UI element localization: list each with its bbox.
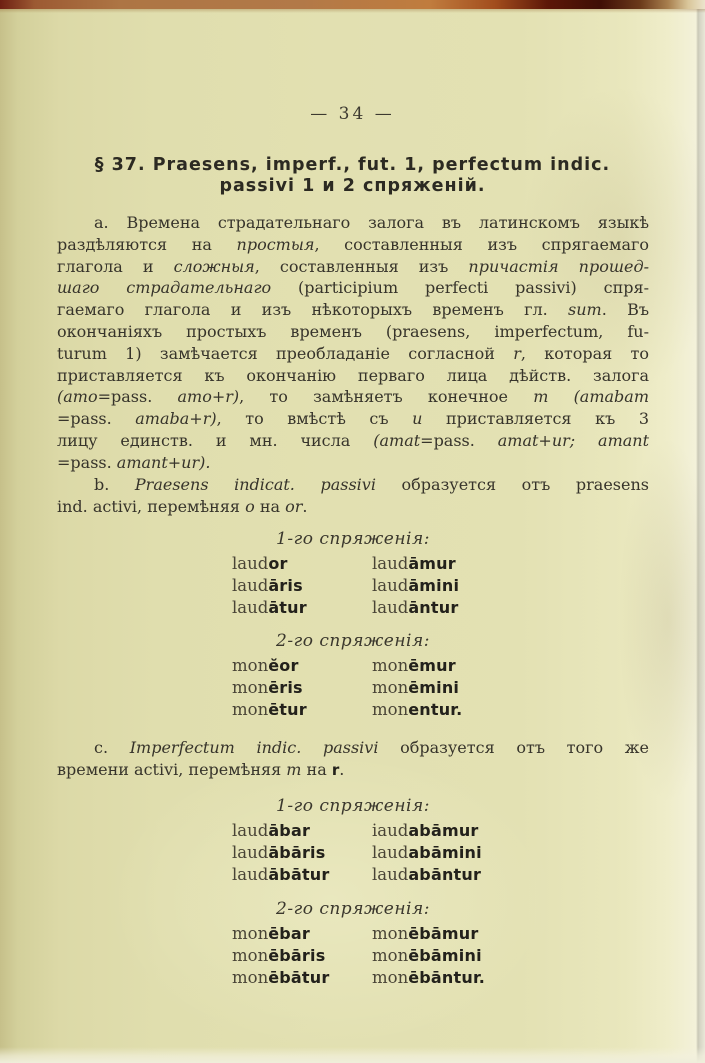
text-run: b. xyxy=(94,475,135,494)
text-run: глагола и xyxy=(57,256,174,276)
verb-stem: mon xyxy=(232,945,269,965)
section-heading-line1: § 37. Praesens, imperf., fut. 1, perfectum indic. xyxy=(94,155,611,175)
conjugation-form xyxy=(232,553,372,575)
conjugation-form xyxy=(372,699,462,721)
verb-ending: ēmini xyxy=(408,677,460,697)
conjugation-table-title: 1-го спряженія: xyxy=(276,529,430,549)
text-run: c. xyxy=(94,738,130,757)
italic-text-run: amant+ur). xyxy=(116,452,211,472)
verb-ending: ābāris xyxy=(268,842,326,862)
italic-text-run: amat+ur; amant xyxy=(497,430,650,450)
text-line xyxy=(57,408,649,430)
conjugation-form xyxy=(232,677,372,699)
text-run: приставляется къ 3 xyxy=(422,409,649,429)
text-line xyxy=(57,321,649,343)
text-run: (participium perfecti passivi) спря- xyxy=(271,278,649,298)
text-line xyxy=(57,496,649,518)
conjugation-form xyxy=(232,864,372,886)
verb-ending: āntur xyxy=(408,597,459,617)
conjugation-row xyxy=(232,820,649,842)
verb-ending: āmini xyxy=(408,575,460,595)
text-run: , то замѣняетъ конечное xyxy=(239,387,534,407)
conjugation-table-title: 1-го спряженія: xyxy=(276,796,430,816)
conjugation-form xyxy=(372,945,482,967)
verb-ending: ēbāmur xyxy=(408,924,479,943)
verb-ending: ēbāmini xyxy=(408,945,482,965)
text-run: приставляется къ окончанію перваго лица дѣйств. залога xyxy=(57,365,649,385)
italic-text-run: m xyxy=(533,387,549,407)
text-run: на xyxy=(254,496,286,516)
conjugation-form xyxy=(232,597,372,619)
conjugation-form xyxy=(232,699,372,721)
verb-stem: mon xyxy=(372,656,409,675)
conjugation-form xyxy=(372,575,459,597)
italic-text-run: amo+r) xyxy=(177,387,240,407)
paragraph-c xyxy=(57,737,649,782)
verb-stem: laud xyxy=(372,575,409,595)
conjugation-table-imperfectum-2 xyxy=(57,897,649,988)
italic-text-run: m xyxy=(286,759,302,779)
page-number: — 34 — xyxy=(310,104,395,124)
book-top-edge xyxy=(0,0,705,9)
conjugation-row xyxy=(232,597,649,619)
verb-stem: mon xyxy=(232,967,269,987)
text-run: окончаніяхъ простыхъ временъ (praesens, imperfectum, fu- xyxy=(57,321,649,341)
verb-stem: mon xyxy=(232,699,269,719)
text-run: , составленныя изъ xyxy=(254,256,469,276)
conjugation-form xyxy=(372,677,459,699)
text-line xyxy=(57,452,649,474)
text-run: образуется отъ того же xyxy=(378,738,649,757)
verb-ending: ēbāntur. xyxy=(408,967,486,987)
text-line xyxy=(57,299,649,321)
conjugation-row xyxy=(232,655,649,677)
verb-stem: mon xyxy=(372,677,409,697)
verb-ending: ēris xyxy=(268,677,303,697)
text-run: раздѣляются на xyxy=(57,234,237,254)
italic-text-run: r xyxy=(513,343,521,363)
conjugation-form xyxy=(232,842,372,864)
conjugation-form xyxy=(372,820,479,842)
conjugation-row xyxy=(232,842,649,864)
section-heading-line2: passivi 1 и 2 спряженій. xyxy=(219,176,486,196)
conjugation-table-praesens-2 xyxy=(57,629,649,720)
conjugation-form xyxy=(232,945,372,967)
italic-text-run: o xyxy=(245,496,255,516)
verb-ending: ēbātur xyxy=(268,967,330,987)
conjugation-row xyxy=(232,553,649,575)
verb-ending: ēbāris xyxy=(268,945,326,965)
verb-ending: ābar xyxy=(268,821,311,840)
text-line xyxy=(57,277,649,299)
conjugation-row xyxy=(232,864,649,886)
book-top-edge-shadow xyxy=(0,9,705,13)
text-line xyxy=(57,386,649,408)
conjugation-form xyxy=(232,575,372,597)
italic-text-run: простыя xyxy=(236,234,315,254)
text-run: времени activi, перемѣняя xyxy=(57,759,287,779)
italic-text-run: причастія прошед- xyxy=(468,256,650,276)
verb-stem: laud xyxy=(372,554,409,573)
verb-ending: āmur xyxy=(408,554,456,573)
text-line xyxy=(57,343,649,365)
text-run: , составленныя изъ спрягаемаго xyxy=(314,234,649,254)
verb-stem: laud xyxy=(372,842,409,862)
verb-ending: ābātur xyxy=(268,864,330,884)
italic-text-run: шаго страдательнаго xyxy=(57,278,272,298)
conjugation-form xyxy=(372,967,485,989)
text-line xyxy=(57,474,649,496)
conjugation-table-praesens-1 xyxy=(57,527,649,618)
conjugation-form xyxy=(232,923,372,945)
conjugation-form xyxy=(232,967,372,989)
italic-text-run: сложныя xyxy=(173,256,255,276)
verb-ending: ātur xyxy=(268,597,307,617)
verb-ending: ēmur xyxy=(408,656,456,675)
text-line xyxy=(57,212,649,234)
bold-text-run: r xyxy=(331,760,340,779)
conjugation-form xyxy=(232,820,372,842)
italic-text-run: sum xyxy=(568,300,602,320)
conjugation-row xyxy=(232,945,649,967)
conjugation-form xyxy=(232,655,372,677)
conjugation-form xyxy=(372,923,478,945)
conjugation-row xyxy=(232,923,649,945)
text-run: . Въ xyxy=(601,300,650,320)
paragraph-a xyxy=(57,212,649,474)
text-run: на xyxy=(301,759,332,779)
paragraph-b xyxy=(57,474,649,518)
text-run: лицу единств. и мн. числа xyxy=(57,430,374,450)
verb-stem: laud xyxy=(232,554,269,573)
conjugation-table-title: 2-го спряженія: xyxy=(276,631,430,651)
verb-ending: ĕor xyxy=(268,656,299,675)
text-run: turum 1) замѣчается преобладаніе согласной xyxy=(57,343,514,363)
conjugation-form xyxy=(372,597,458,619)
text-line xyxy=(57,234,649,256)
verb-stem: mon xyxy=(232,656,269,675)
verb-stem: mon xyxy=(372,924,409,943)
verb-ending: ēbar xyxy=(268,924,311,943)
text-run: =pass. xyxy=(57,452,117,472)
text-run: . xyxy=(339,759,345,779)
italic-text-run: amaba+r) xyxy=(135,409,217,429)
italic-text-run: Praesens indicat. passivi xyxy=(134,475,376,494)
italic-text-run: (amo xyxy=(57,387,98,407)
text-run: =pass. xyxy=(57,409,136,429)
italic-text-run: (amabam xyxy=(573,387,650,407)
verb-ending: ētur xyxy=(268,699,307,719)
verb-stem: laud xyxy=(232,597,269,617)
verb-ending: entur. xyxy=(408,699,463,719)
italic-text-run: or xyxy=(285,496,303,516)
text-line xyxy=(57,365,649,387)
italic-text-run: (amat xyxy=(373,430,421,450)
text-run: гаемаго глагола и изъ нѣкоторыхъ временъ гл. xyxy=(57,300,569,320)
text-run: , которая то xyxy=(520,343,649,363)
conjugation-row xyxy=(232,677,649,699)
text-run: ind. activi, перемѣняя xyxy=(57,496,246,516)
verb-ending: āris xyxy=(268,575,303,595)
text-line xyxy=(57,430,649,452)
verb-stem: laud xyxy=(372,864,409,884)
text-line xyxy=(57,737,649,759)
text-run: =pass. xyxy=(420,430,498,450)
conjugation-form xyxy=(372,864,481,886)
text-run: образуется отъ praesens xyxy=(375,475,649,494)
verb-stem: mon xyxy=(372,945,409,965)
conjugation-form xyxy=(372,655,456,677)
italic-text-run: u xyxy=(412,409,423,429)
conjugation-table-title: 2-го спряженія: xyxy=(276,899,430,919)
conjugation-table-imperfectum-1 xyxy=(57,794,649,885)
verb-stem: mon xyxy=(232,677,269,697)
section-heading xyxy=(40,155,665,197)
text-run: , то вмѣстѣ съ xyxy=(216,409,413,429)
page-bottom-edge xyxy=(0,1047,705,1063)
verb-ending: or xyxy=(268,554,288,573)
verb-stem: laud xyxy=(232,575,269,595)
conjugation-form xyxy=(372,842,482,864)
verb-ending: abāmini xyxy=(408,842,482,862)
conjugation-row xyxy=(232,699,649,721)
text-run: =pass. xyxy=(97,387,178,407)
verb-ending: abāmur xyxy=(408,821,479,840)
text-line xyxy=(57,759,649,782)
verb-stem: laud xyxy=(372,597,409,617)
conjugation-form xyxy=(372,553,456,575)
text-run: a. Времена страдательнаго залога въ латинскомъ языкѣ xyxy=(94,213,649,232)
verb-stem: laud xyxy=(232,821,269,840)
conjugation-row xyxy=(232,967,649,989)
verb-stem: mon xyxy=(372,967,409,987)
conjugation-row xyxy=(232,575,649,597)
text-line xyxy=(57,256,649,278)
verb-stem: mon xyxy=(232,924,269,943)
verb-stem: iaud xyxy=(372,821,409,840)
verb-stem: laud xyxy=(232,842,269,862)
verb-ending: abāntur xyxy=(408,864,482,884)
text-run xyxy=(548,387,573,406)
verb-stem: mon xyxy=(372,699,409,719)
text-run: . xyxy=(302,496,308,516)
verb-stem: laud xyxy=(232,864,269,884)
italic-text-run: Imperfectum indic. passivi xyxy=(129,738,379,757)
